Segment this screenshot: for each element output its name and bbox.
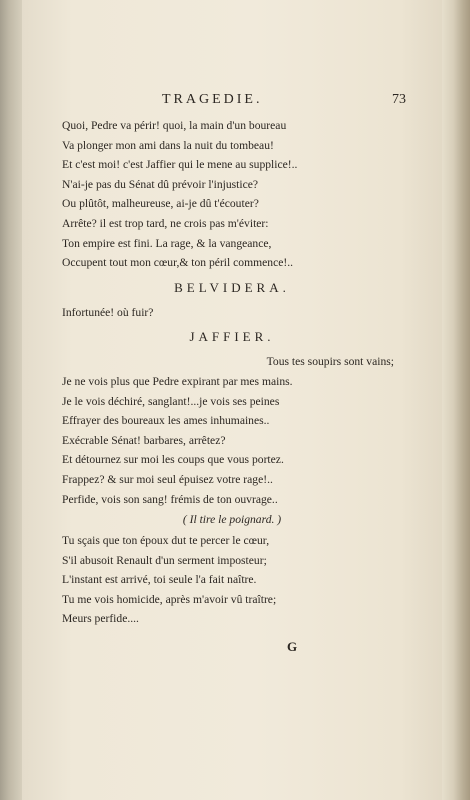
verse-line: Arrête? il est trop tard, ne crois pas m'éviter:: [62, 216, 269, 230]
verse-group-4: [62, 531, 402, 629]
verse-line: Tu me vois homicide, après m'avoir vû traître;: [62, 592, 277, 606]
page-text-block: [62, 92, 406, 659]
verse-line: Et c'est moi! c'est Jaffier qui le mene au supplice!..: [62, 158, 298, 172]
verse-line: N'ai-je pas du Sénat dû prévoir l'injustice?: [62, 177, 259, 191]
verse-line: Frappez? & sur moi seul épuisez votre rage!..: [62, 472, 273, 486]
verse-line: S'il abusoit Renault d'un serment imposteur;: [62, 553, 267, 567]
verse-line: Perfide, vois son sang! frémis de ton ouvrage..: [62, 492, 278, 506]
verse-line: Et détournez sur moi les coups que vous portez.: [62, 453, 284, 467]
verse-line: Occupent tout mon cœur,& ton péril commence!..: [62, 256, 294, 270]
verse-line: Ton empire est fini. La rage, & la vangeance,: [62, 236, 272, 250]
page-edge-right: [442, 0, 470, 800]
verse-line: Tu sçais que ton époux dut te percer le cœur,: [62, 534, 270, 548]
signature-mark: G: [286, 639, 298, 655]
verse-line-continued: Tous tes soupirs sont vains;: [266, 355, 394, 369]
verse-line: Effrayer des boureaux les ames inhumaines..: [62, 414, 270, 428]
verse-group-1: [62, 116, 402, 273]
stage-direction: ( Il tire le poignard. ): [182, 513, 282, 527]
verse-group-3: [62, 352, 402, 509]
verse-group-2: [62, 303, 402, 323]
running-head: [62, 92, 406, 114]
verse-line: Va plonger mon ami dans la nuit du tombeau!: [62, 138, 274, 152]
page-number: 73: [392, 92, 406, 107]
verse-line: Quoi, Pedre va périr! quoi, la main d'un boureau: [62, 119, 287, 132]
verse-line: Exécrable Sénat! barbares, arrêtez?: [62, 433, 226, 447]
book-gutter-shadow: [0, 0, 22, 800]
verse-line: Je le vois déchiré, sanglant!...je vois ses peines: [62, 394, 280, 408]
running-title: TRAGEDIE.: [162, 92, 263, 107]
page-paper: [22, 0, 442, 800]
verse-line: Meurs perfide....: [62, 612, 139, 626]
verse-line: L'instant est arrivé, toi seule l'a fait naître.: [62, 573, 257, 587]
verse-line: Je ne vois plus que Pedre expirant par mes mains.: [62, 374, 293, 388]
speaker-name-belvidera: BELVIDERA.: [174, 279, 290, 295]
speaker-name-jaffier: JAFFIER.: [189, 329, 275, 345]
verse-line: Infortunée! où fuir?: [62, 305, 154, 319]
verse-line: Ou plûtôt, malheureuse, ai-je dû t'écouter?: [62, 197, 259, 211]
